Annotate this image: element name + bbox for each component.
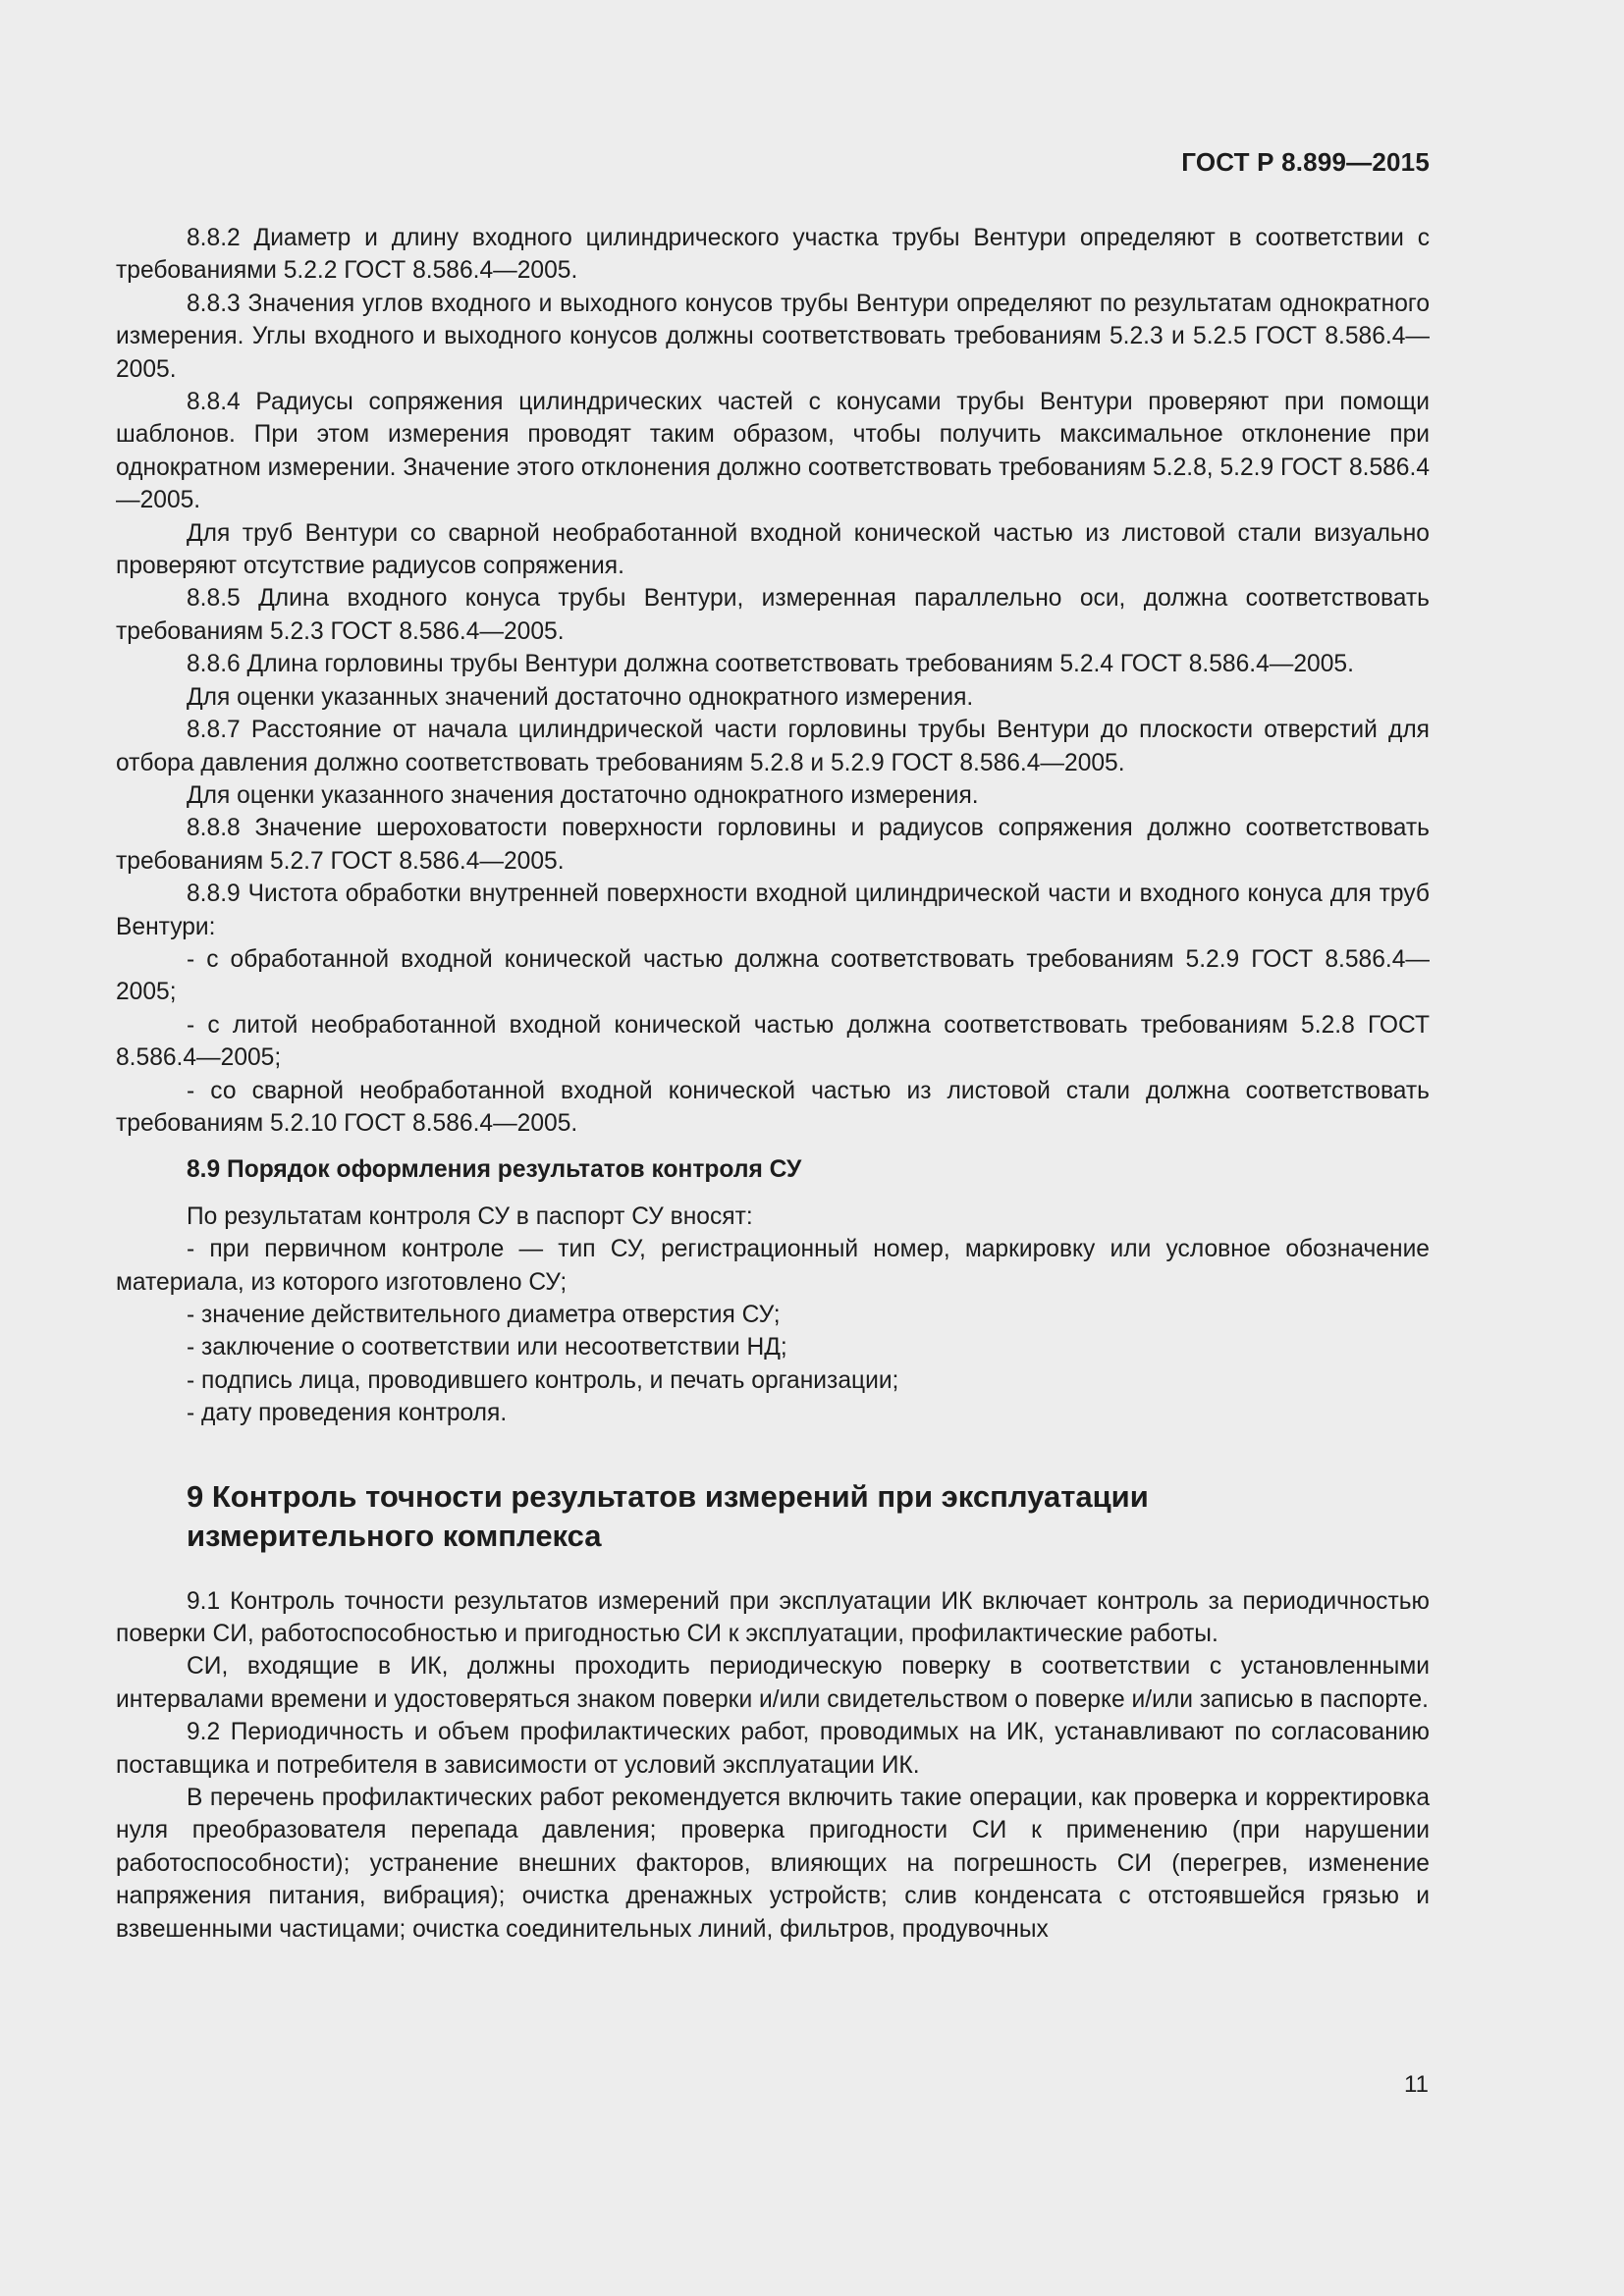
paragraph: 8.8.3 Значения углов входного и выходного конусов трубы Вентури определяют по результатам однократного измерения. Углы входного и выходного конусов должны соответствовать требованиям 5.2.3 и 5.2.5 ГОСТ 8.586.4—2005. [116, 290, 1430, 383]
paragraph: 9.1 Контроль точности результатов измерений при эксплуатации ИК включает контроль за периодичностью поверки СИ, работоспособностью и пригодностью СИ к эксплуатации, профилактические работы. [116, 1587, 1430, 1648]
paragraph: 8.8.8 Значение шероховатости поверхности горловины и радиусов сопряжения должно соответствовать требованиям 5.2.7 ГОСТ 8.586.4—2005. [116, 815, 1430, 875]
paragraph: 8.8.2 Диаметр и длину входного цилиндрического участка трубы Вентури определяют в соответствии с требованиями 5.2.2 ГОСТ 8.586.4—2005. [116, 225, 1430, 285]
list-item: - подпись лица, проводившего контроль, и печать организации; [187, 1366, 899, 1394]
paragraph: 8.8.5 Длина входного конуса трубы Вентури, измеренная параллельно оси, должна соответствовать требованиям 5.2.3 ГОСТ 8.586.4—2005. [116, 585, 1430, 645]
paragraph: 8.8.9 Чистота обработки внутренней поверхности входной цилиндрической части и входного конуса для труб Вентури: [116, 881, 1430, 940]
paragraph: Для оценки указанного значения достаточно однократного измерения. [187, 781, 979, 809]
paragraph: В перечень профилактических работ рекомендуется включить такие операции, как проверка и корректировка нуля преобразователя перепада давления; проверка пригодности СИ к применению (при нарушении работоспособности); устранение внешних факторов, влияющих на погрешность СИ (перегрев, изменение напряжения питания, вибрация); очистка дренажных устройств; слив конденсата с отстоявшейся грязью и взвешенными частицами; очистка соединительных линий, фильтров, продувочных [116, 1785, 1430, 1943]
section-title-line: измерительного комплекса [187, 1518, 602, 1553]
list-item: - при первичном контроле — тип СУ, регистрационный номер, маркировку или условное обозначение материала, из которого изготовлено СУ; [116, 1236, 1430, 1296]
list-item: - дату проведения контроля. [187, 1400, 508, 1427]
list-item: - заключение о соответствии или несоответствии НД; [187, 1334, 787, 1362]
subsection-title: 8.9 Порядок оформления результатов контроля СУ [187, 1156, 802, 1184]
document-code: ГОСТ Р 8.899—2015 [1181, 147, 1430, 177]
paragraph: 8.8.7 Расстояние от начала цилиндрической части горловины трубы Вентури до плоскости отверстий для отбора давления должно соответствовать требованиям 5.2.8 и 5.2.9 ГОСТ 8.586.4—2005. [116, 717, 1430, 776]
paragraph: СИ, входящие в ИК, должны проходить периодическую поверку в соответствии с установленными интервалами времени и удостоверяться знаком поверки и/или свидетельством о поверке и/или записью в паспорте. [116, 1653, 1430, 1713]
list-item: - с литой необработанной входной конической частью должна соответствовать требованиям 5.2.8 ГОСТ 8.586.4—2005; [116, 1011, 1430, 1072]
page-number: 11 [1404, 2071, 1429, 2098]
paragraph: 8.8.4 Радиусы сопряжения цилиндрических частей с конусами трубы Вентури проверяют при помощи шаблонов. При этом измерения проводят таким образом, чтобы получить максимальное отклонение при однократном измерении. Значение этого отклонения должно соответствовать требованиям 5.2.8, 5.2.9 ГОСТ 8.586.4—2005. [116, 389, 1430, 514]
list-item: - со сварной необработанной входной конической частью из листовой стали должна соответствовать требованиям 5.2.10 ГОСТ 8.586.4—2005. [116, 1077, 1430, 1137]
paragraph: Для оценки указанных значений достаточно однократного измерения. [187, 683, 974, 711]
paragraph: Для труб Вентури со сварной необработанной входной конической частью из листовой стали визуально проверяют отсутствие радиусов сопряжения. [116, 519, 1430, 580]
list-item: - с обработанной входной конической частью должна соответствовать требованиям 5.2.9 ГОСТ 8.586.4—2005; [116, 945, 1430, 1006]
paragraph: 8.8.6 Длина горловины трубы Вентури должна соответствовать требованиям 5.2.4 ГОСТ 8.586.4—2005. [187, 651, 1354, 678]
section-title-line: 9 Контроль точности результатов измерений при эксплуатации [187, 1478, 1149, 1514]
paragraph: По результатам контроля СУ в паспорт СУ вносят: [187, 1202, 753, 1230]
list-item: - значение действительного диаметра отверстия СУ; [187, 1302, 781, 1328]
page-content [116, 222, 1430, 1946]
section-title [116, 1477, 1430, 1556]
paragraph: 9.2 Периодичность и объем профилактических работ, проводимых на ИК, устанавливают по согласованию поставщика и потребителя в зависимости от условий эксплуатации ИК. [116, 1719, 1430, 1779]
